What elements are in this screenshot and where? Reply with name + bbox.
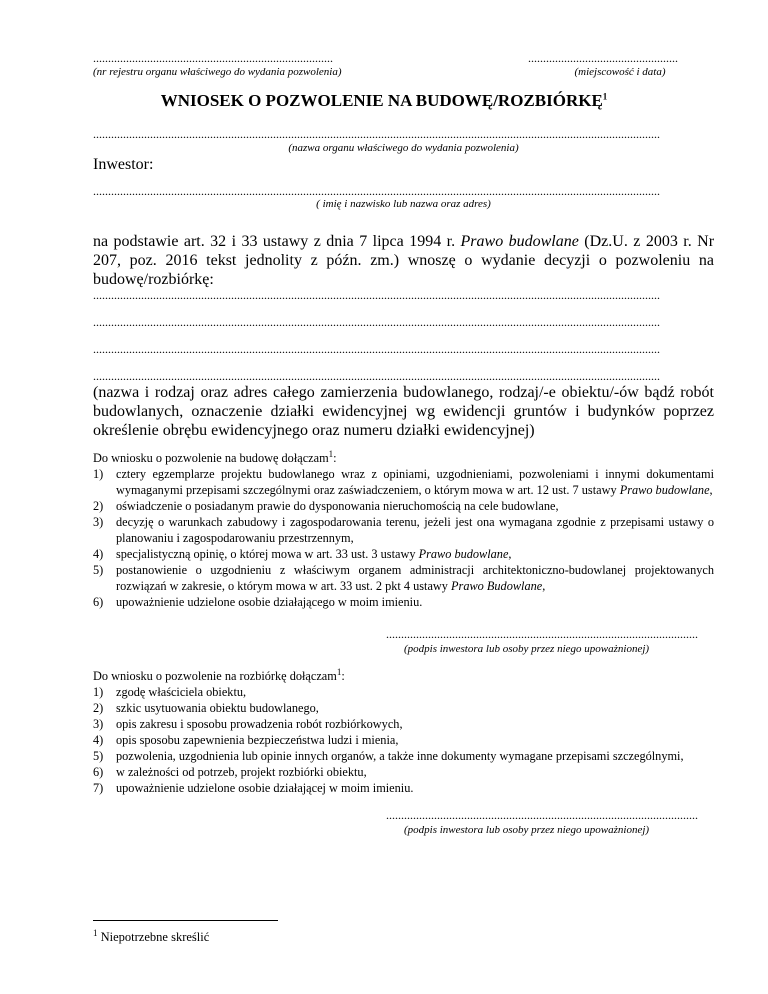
investor-label: Inwestor: [93,156,154,173]
organ-name-caption: (nazwa organu właściwego do wydania pozwolenia) [288,142,519,154]
item-number: 6) [93,595,104,609]
investor-caption: ( imię i nazwisko lub nazwa oraz adres) [316,198,491,210]
item-law-name: Prawo budowlane [418,547,509,561]
list-item [93,498,714,514]
place-date-line: .................................................. [528,52,678,64]
organ-name-line: ............................................................................................................................................................................................. [93,128,660,140]
build-signature-line: ........................................................................................................ [386,628,698,640]
item-tail: , [709,483,713,497]
build-attachments-section [93,450,714,610]
project-line-1: ............................................................................................................................................................................................. [93,289,660,301]
item-number: 6) [93,765,104,779]
footnote-text: Niepotrzebne skreślić [100,930,210,944]
footnote [93,927,210,945]
item-number: 4) [93,547,104,561]
item-text: pozwolenia, uzgodnienia lub opinie innych organów, a także inne dokumenty wymagane przepisami szczególnymi, [116,749,684,763]
item-text: opis sposobu zapewnienia bezpieczeństwa ludzi i mienia, [116,733,399,747]
demolition-attachments-heading [93,668,714,684]
build-heading-mark: 1 [328,448,334,459]
item-text: decyzję o warunkach zabudowy i zagospodarowania terenu, jeżeli jest ona wymagana zgodnie z przepisami ustawy o planowaniu i zagospodarowaniu przestrzennym, [116,515,714,545]
project-caption: (nazwa i rodzaj oraz adres całego zamierzenia budowlanego, rodzaj/-e obiektu/-ów bądź robót budowlanych, oznaczenie działki ewidencyjnej wg ewidencji gruntów i budynków poprzez określenie obrębu ewidencyjnego oraz numeru działki ewidencyjnej) [93,384,714,439]
footnote-mark: 1 [93,927,98,938]
item-text: opis zakresu i sposobu prowadzenia robót rozbiórkowych, [116,717,403,731]
legal-basis-text-end: (Dz.U. z 2003 r. Nr 207, poz. 2016 tekst jednolity z późn. zm.) wnoszę o wydanie decyzji o pozwoleniu na budowę/rozbiórkę: [93,233,715,288]
place-date-caption: (miejscowość i data) [574,66,666,78]
list-item [93,466,714,498]
item-text: specjalistyczną opinię, o której mowa w art. 33 ust. 3 ustawy [116,547,419,561]
item-text: szkic usytuowania obiektu budowlanego, [116,701,319,715]
item-text: w zależności od potrzeb, projekt rozbiórki obiektu, [116,765,367,779]
list-item [93,732,714,748]
item-number: 1) [93,467,104,481]
item-text: postanowienie o uzgodnieniu z właściwym organem administracji architektoniczno-budowlanej projektowanych rozwiązań w zakresie, o którym mowa w art. 33 ust. 2 pkt 4 ustawy [116,563,714,593]
item-tail: , [542,579,546,593]
legal-basis-text: na podstawie art. 32 i 33 ustawy z dnia 7 lipca 1994 r. [93,233,461,250]
list-item [93,700,714,716]
demolition-signature-caption: (podpis inwestora lub osoby przez niego upoważnionej) [404,824,650,836]
registry-number-line: ................................................................................ [93,52,333,64]
list-item [93,562,714,594]
item-tail: , [508,547,512,561]
item-number: 3) [93,515,104,529]
item-law-name: Prawo Budowlane [451,579,543,593]
list-item [93,716,714,732]
demolition-attachments-section [93,668,714,796]
project-line-4: ............................................................................................................................................................................................. [93,370,660,382]
item-number: 5) [93,749,104,763]
build-heading-text: Do wniosku o pozwolenie na budowę dołączam [93,451,329,465]
item-text: zgodę właściciela obiektu, [116,685,247,699]
item-text: upoważnienie udzielone osobie działającej w moim imieniu. [116,781,414,795]
build-attachments-heading [93,450,714,466]
legal-basis-paragraph [93,232,714,289]
demolition-signature-line: ........................................................................................................ [386,809,698,821]
list-item [93,780,714,796]
list-item [93,764,714,780]
build-signature-caption: (podpis inwestora lub osoby przez niego upoważnionej) [404,643,650,655]
demolition-heading-text: Do wniosku o pozwolenie na rozbiórkę dołączam [93,669,337,683]
project-line-2: ............................................................................................................................................................................................. [93,316,660,328]
law-name: Prawo budowlane [460,233,579,250]
item-number: 4) [93,733,104,747]
item-number: 7) [93,781,104,795]
list-item [93,514,714,546]
build-attachments-list [93,466,714,610]
item-text: upoważnienie udzielone osobie działającego w moim imieniu. [116,595,423,609]
item-number: 3) [93,717,104,731]
document-title [0,91,768,111]
item-number: 1) [93,685,104,699]
demolition-attachments-list [93,684,714,796]
item-number: 5) [93,563,104,577]
list-item [93,748,714,764]
demolition-heading-mark: 1 [336,666,342,677]
list-item [93,546,714,562]
registry-number-caption: (nr rejestru organu właściwego do wydania pozwolenia) [93,66,342,78]
item-text: cztery egzemplarze projektu budowlanego wraz z opiniami, uzgodnieniami, pozwoleniami i innymi dokumentami wymaganymi przepisami szczególnymi oraz zaświadczeniem, o którym mowa w art. 12 ust. 7 ustawy [116,467,714,497]
demolition-heading-end: : [341,669,345,683]
item-number: 2) [93,701,104,715]
investor-line: ............................................................................................................................................................................................. [93,185,660,197]
item-law-name: Prawo budowlane [619,483,710,497]
item-number: 2) [93,499,104,513]
list-item [93,684,714,700]
build-heading-end: : [333,451,337,465]
item-text: oświadczenie o posiadanym prawie do dysponowania nieruchomością na cele budowlane, [116,499,559,513]
project-line-3: ............................................................................................................................................................................................. [93,343,660,355]
list-item [93,594,714,610]
footnote-separator [93,920,278,921]
title-footnote-mark: 1 [602,91,608,102]
title-text: WNIOSEK O POZWOLENIE NA BUDOWĘ/ROZBIÓRKĘ [160,91,603,110]
